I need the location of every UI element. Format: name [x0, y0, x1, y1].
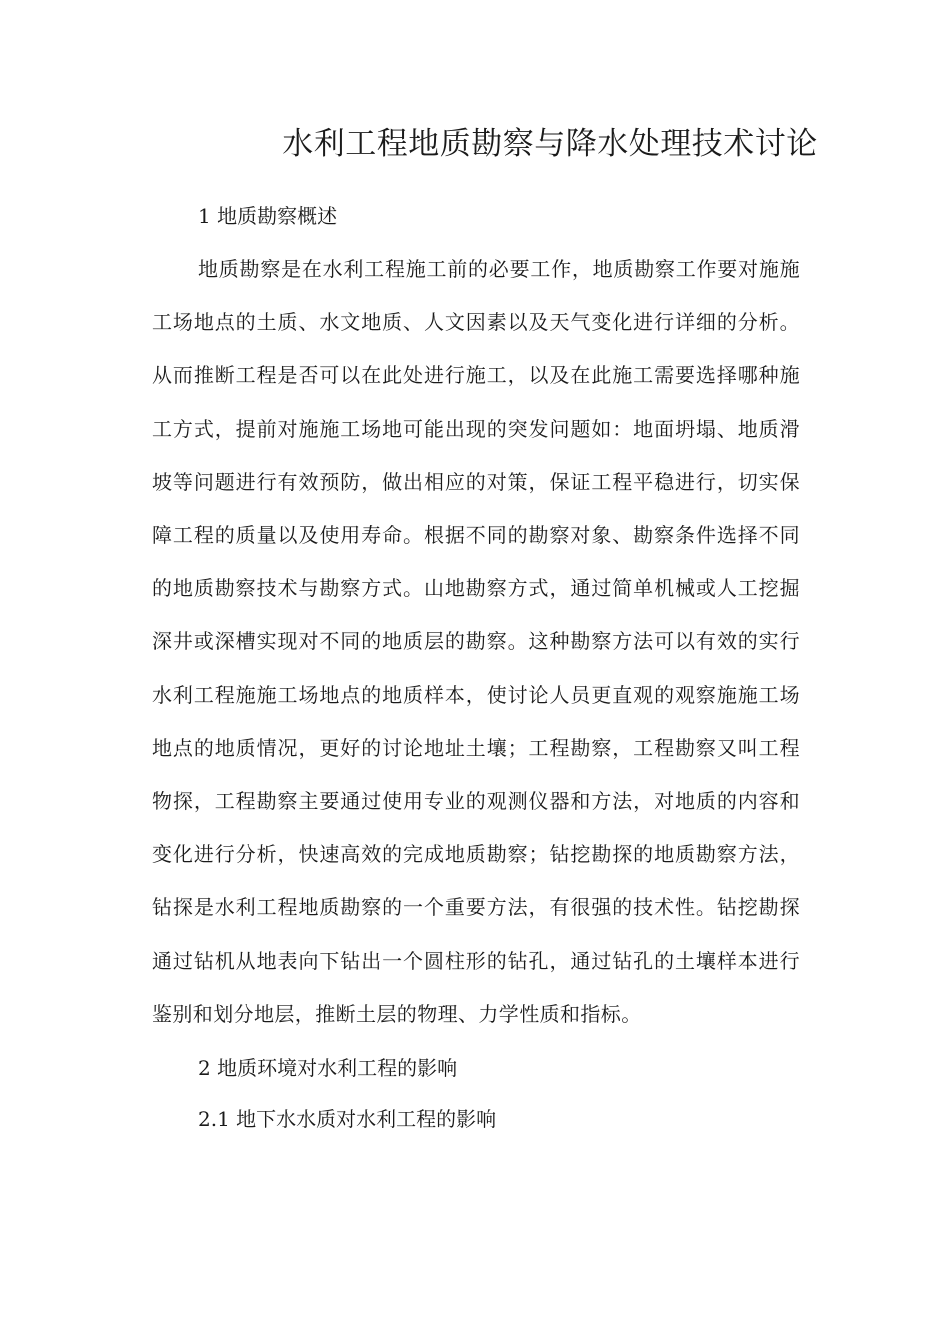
- section-2-1-heading: 2.1 地下水水质对水利工程的影响: [198, 1107, 497, 1132]
- document-body: [152, 192, 800, 1143]
- section-1-paragraph: 地质勘察是在水利工程施工前的必要工作，地质勘察工作要对施施工场地点的土质、水文地质、人文因素以及天气变化进行详细的分析。从而推断工程是否可以在此处进行施工，以及在此施工需要选择哪种施工方式，提前对施施工场地可能出现的突发问题如：地面坍塌、地质滑坡等问题进行有效预防，做出相应的对策，保证工程平稳进行，切实保障工程的质量以及使用寿命。根据不同的勘察对象、勘察条件选择不同的地质勘察技术与勘察方式。山地勘察方式，通过简单机械或人工挖掘深井或深槽实现对不同的地质层的勘察。这种勘察方法可以有效的实行水利工程施施工场地点的地质样本，使讨论人员更直观的观察施施工场地点的地质情况，更好的讨论地址土壤；工程勘察，工程勘察又叫工程物探，工程勘察主要通过使用专业的观测仪器和方法，对地质的内容和变化进行分析，快速高效的完成地质勘察；钻挖勘探的地质勘察方法，钻探是水利工程地质勘察的一个重要方法，有很强的技术性。钻挖勘探通过钻机从地表向下钻出一个圆柱形的钻孔，通过钻孔的土壤样本进行鉴别和划分地层，推断土层的物理、力学性质和指标。: [152, 257, 800, 1026]
- section-2-heading: 2 地质环境对水利工程的影响: [198, 1056, 458, 1081]
- section-1-heading: 1 地质勘察概述: [198, 204, 338, 228]
- document-title: 水利工程地质勘察与降水处理技术讨论: [282, 126, 818, 162]
